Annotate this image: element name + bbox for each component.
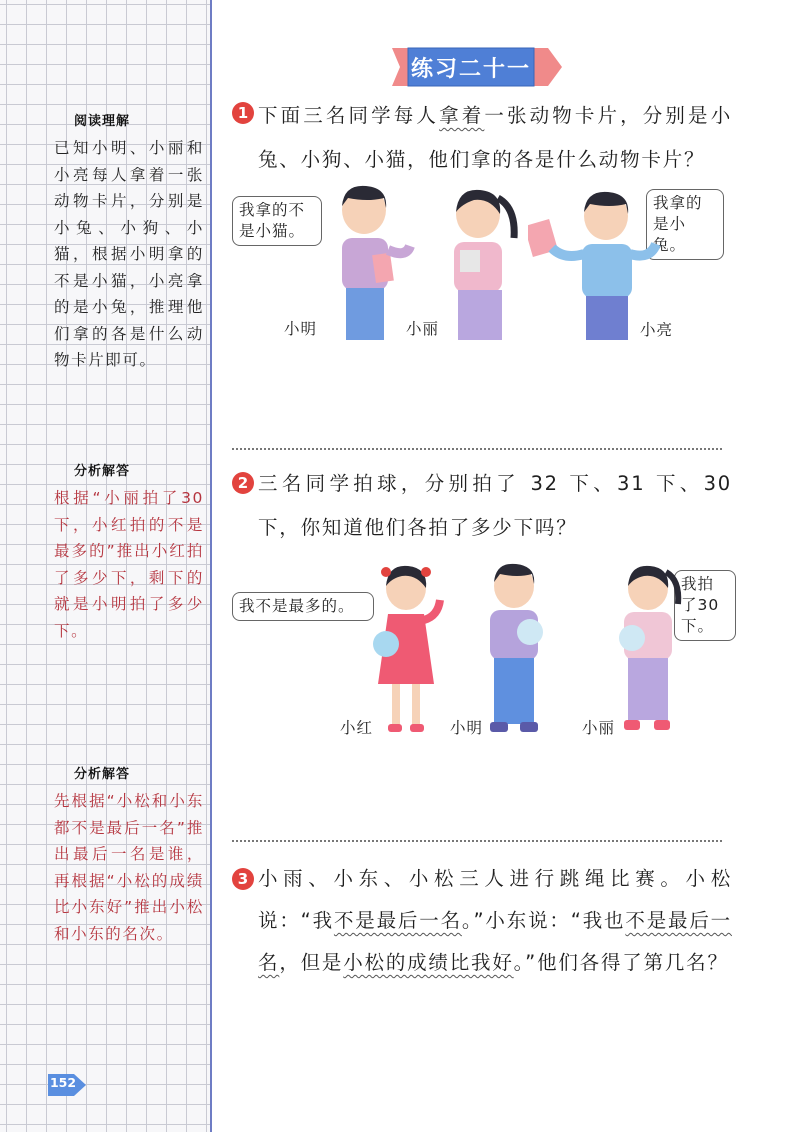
section-divider-1 <box>232 448 722 450</box>
name-label-xiaoming-1: 小明 <box>284 320 318 338</box>
speech-bubble-xiaohong: 我不是最多的。 <box>232 592 374 621</box>
name-label-xiaoli-2: 小丽 <box>582 719 616 737</box>
problem-3-text-underlined-1: 不是最后一名 <box>333 909 462 932</box>
girl-xiaoli-illustration <box>438 184 528 340</box>
sidebar-title-reading: 阅读理解 <box>74 114 131 129</box>
exercise-title-ribbon <box>388 44 568 90</box>
problem-2 <box>232 462 732 550</box>
problem-3-text-underlined-2: 不是最后一名 <box>258 909 732 974</box>
sidebar-title-analysis-1: 分析解答 <box>74 464 131 479</box>
problem-number-1: 1 <box>232 102 254 124</box>
problem-3-text-c: 。”小东说：“我也 <box>461 909 626 932</box>
section-divider-2 <box>232 840 722 842</box>
problem-2-text: 三名同学拍球，分别拍了 32 下、31 下、30 下，你知道他们各拍了多少下吗？ <box>258 472 732 539</box>
problem-3-text-underlined-3: 小松的成绩比我好 <box>343 951 514 974</box>
problem-1-text-underlined: 拿着 <box>439 104 485 127</box>
sidebar-title-analysis-2: 分析解答 <box>74 767 131 782</box>
problem-number-3: 3 <box>232 868 254 890</box>
sidebar-analysis-block-1 <box>54 460 204 644</box>
sidebar-text-reading: 已知小明、小丽和小亮每人拿着一张动物卡片，分别是小兔、小狗、小猫，根据小明拿的不是小猫，小亮拿的是小兔，推理他们拿的各是什么动物卡片即可。 <box>54 139 204 369</box>
girl-xiaohong-illustration <box>368 560 448 736</box>
problem-3-text <box>258 858 732 984</box>
problem-3-text-g: 。”他们各得了第几名？ <box>513 951 729 974</box>
boy-xiaoming-2-illustration <box>474 558 554 738</box>
problem-3 <box>232 858 732 984</box>
sidebar-text-analysis-2: 先根据“小松和小东都不是最后一名”推出最后一名是谁，再根据“小松的成绩比小东好”推出小松和小东的名次。 <box>54 792 204 943</box>
name-label-xiaoming-2: 小明 <box>450 719 484 737</box>
problem-number-2: 2 <box>232 472 254 494</box>
page-spine <box>210 0 212 1132</box>
problem-1-text-a: 下面三名同学每人 <box>258 104 440 127</box>
name-label-xiaoliang: 小亮 <box>640 321 674 339</box>
speech-bubble-xiaoliang: 我拿的是小兔。 <box>646 189 724 260</box>
name-label-xiaohong: 小红 <box>340 719 374 737</box>
speech-bubble-xiaoli-2: 我拍了30下。 <box>674 570 736 641</box>
sidebar-reading-block <box>54 110 204 374</box>
exercise-title: 练习二十一 <box>410 57 531 82</box>
sidebar-analysis-block-2 <box>54 763 204 947</box>
speech-bubble-xiaoming: 我拿的不是小猫。 <box>232 196 322 246</box>
problem-3-text-a: 小雨、小东、小松三人进行跳绳比赛。小松说：“我 <box>258 867 732 932</box>
problem-1-text-c: 一张动物卡片，分别是小兔、小狗、小猫，他们拿的各是什么动物卡片？ <box>258 104 732 171</box>
page-number: 152 <box>49 1075 77 1090</box>
problem-1 <box>232 94 732 182</box>
sidebar-text-analysis-1: 根据“小丽拍了30下，小红拍的不是最多的”推出小红拍了多少下，剩下的就是小明拍了多少下。 <box>54 489 204 640</box>
girl-xiaoli-2-illustration <box>610 560 690 740</box>
name-label-xiaoli-1: 小丽 <box>406 320 440 338</box>
boy-xiaoliang-illustration <box>528 186 668 340</box>
boy-xiaoming-illustration <box>318 180 428 340</box>
problem-3-text-e: ，但是 <box>279 951 344 974</box>
page-number-tab <box>46 1072 86 1096</box>
problem-1-text <box>258 94 732 182</box>
